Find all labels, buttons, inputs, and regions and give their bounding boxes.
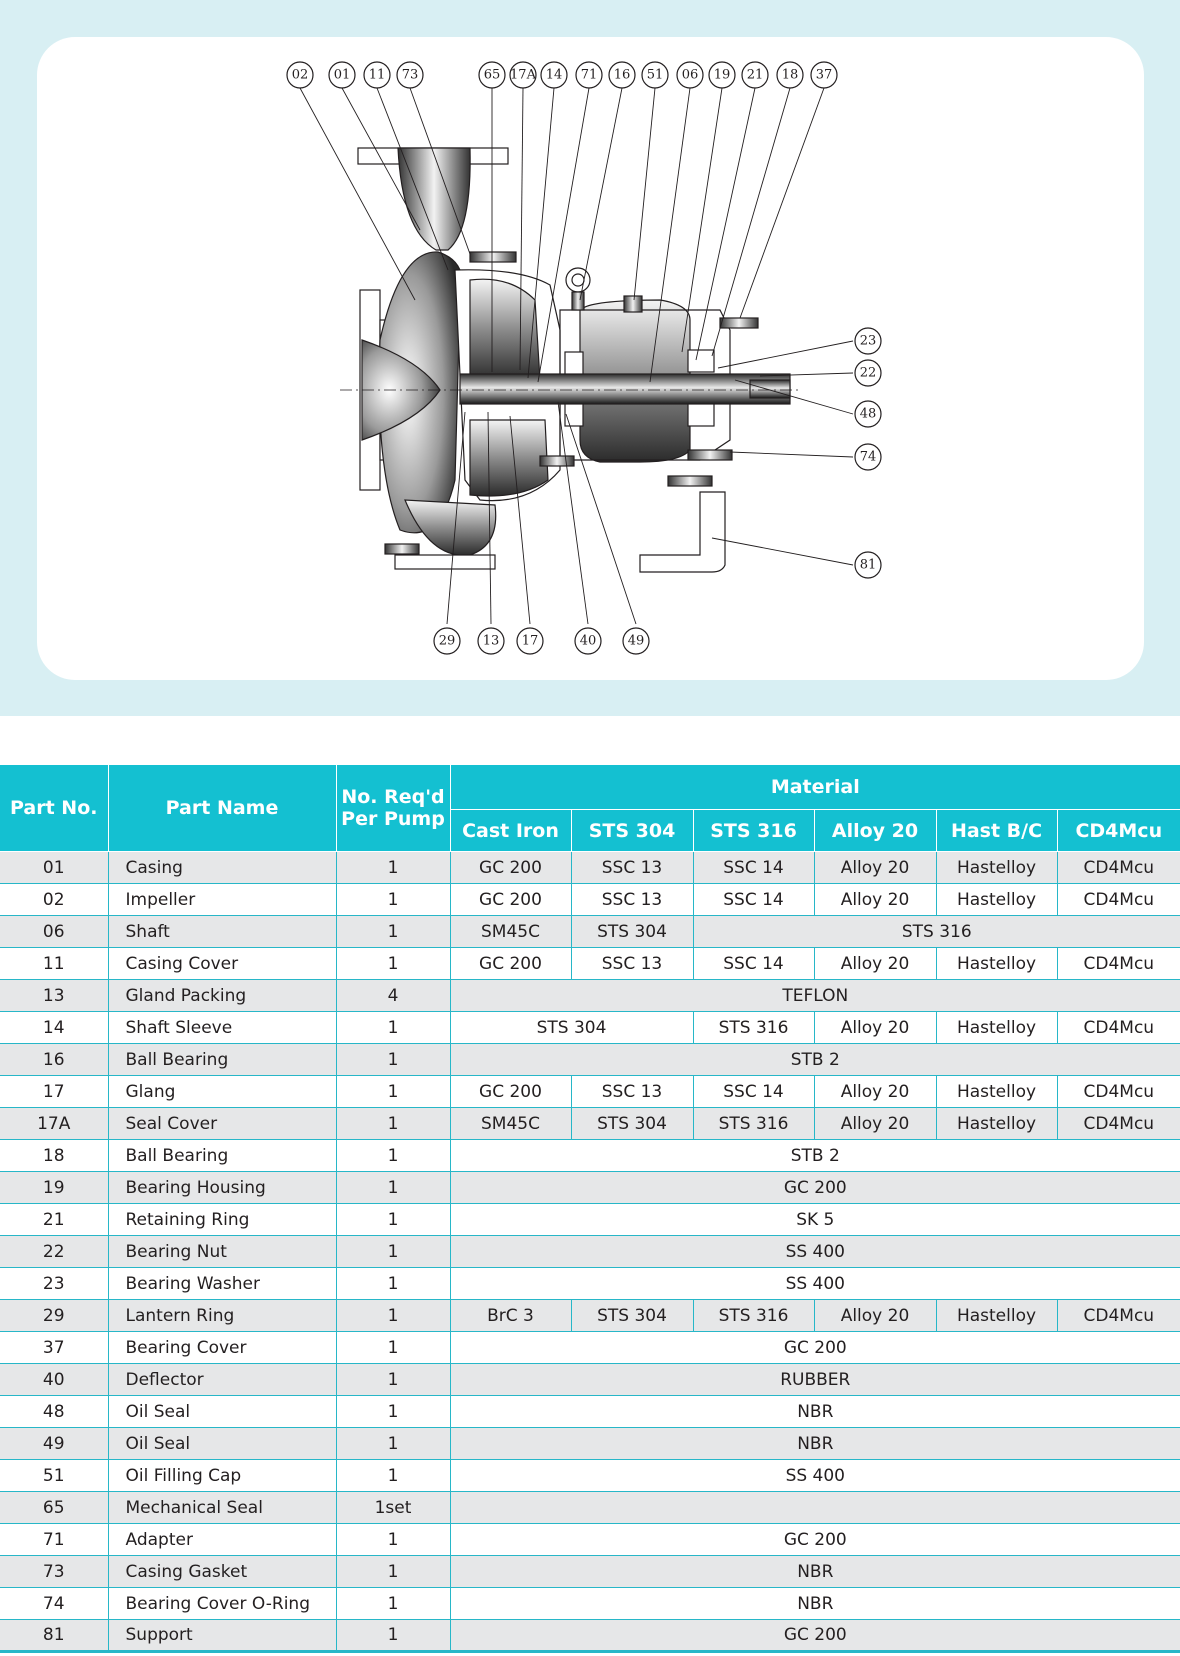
callout-label: 74 xyxy=(859,449,877,465)
part-no-cell: 65 xyxy=(0,1492,108,1524)
material-cell: Alloy 20 xyxy=(814,852,936,884)
material-cell: Alloy 20 xyxy=(814,884,936,916)
material-cell: STS 304 xyxy=(571,1108,693,1140)
part-name-cell: Ball Bearing xyxy=(108,1140,336,1172)
callout-top xyxy=(742,62,768,88)
material-cell: GC 200 xyxy=(450,1076,571,1108)
qty-cell: 1 xyxy=(336,1620,450,1652)
part-no-cell: 18 xyxy=(0,1140,108,1172)
qty-cell: 1 xyxy=(336,1364,450,1396)
part-name-cell: Oil Seal xyxy=(108,1428,336,1460)
part-name-cell: Bearing Cover xyxy=(108,1332,336,1364)
material-cell: Alloy 20 xyxy=(814,948,936,980)
table-row xyxy=(0,1620,1180,1652)
material-cell: STB 2 xyxy=(450,1140,1180,1172)
callout-label: 13 xyxy=(482,633,500,649)
material-cell: Alloy 20 xyxy=(814,1076,936,1108)
table-row xyxy=(0,1300,1180,1332)
callout-label: 02 xyxy=(291,67,309,83)
material-cell: BrC 3 xyxy=(450,1300,571,1332)
qty-cell: 1 xyxy=(336,1108,450,1140)
table-row xyxy=(0,884,1180,916)
callout-label: 22 xyxy=(859,365,877,381)
material-cell: Hastelloy xyxy=(936,948,1057,980)
part-name-cell: Casing Gasket xyxy=(108,1556,336,1588)
material-cell: Alloy 20 xyxy=(814,1300,936,1332)
part-name-cell: Support xyxy=(108,1620,336,1652)
material-cell: GC 200 xyxy=(450,852,571,884)
material-cell: SS 400 xyxy=(450,1460,1180,1492)
qty-cell: 1 xyxy=(336,1300,450,1332)
material-cell: SSC 14 xyxy=(693,948,814,980)
header-material-col: CD4Mcu xyxy=(1057,810,1180,852)
material-cell: GC 200 xyxy=(450,1172,1180,1204)
part-name-cell: Impeller xyxy=(108,884,336,916)
qty-cell: 1 xyxy=(336,852,450,884)
part-no-cell: 11 xyxy=(0,948,108,980)
qty-cell: 1 xyxy=(336,1044,450,1076)
part-name-cell: Retaining Ring xyxy=(108,1204,336,1236)
qty-cell: 1 xyxy=(336,1396,450,1428)
table-row xyxy=(0,948,1180,980)
table-row xyxy=(0,1012,1180,1044)
part-no-cell: 71 xyxy=(0,1524,108,1556)
table-row xyxy=(0,1172,1180,1204)
material-cell: SSC 13 xyxy=(571,884,693,916)
callout-bottom xyxy=(623,628,649,654)
header-qty-line2: Per Pump xyxy=(341,808,445,830)
material-cell: GC 200 xyxy=(450,884,571,916)
callout-top xyxy=(364,62,390,88)
part-no-cell: 37 xyxy=(0,1332,108,1364)
part-name-cell: Shaft Sleeve xyxy=(108,1012,336,1044)
part-no-cell: 81 xyxy=(0,1620,108,1652)
callout-top xyxy=(677,62,703,88)
header-material-col: STS 316 xyxy=(693,810,814,852)
callout-bottom xyxy=(434,628,460,654)
material-cell: STS 316 xyxy=(693,916,1180,948)
callout-label: 19 xyxy=(713,67,731,83)
callout-top xyxy=(397,62,423,88)
material-cell xyxy=(450,1492,1180,1524)
material-cell: CD4Mcu xyxy=(1057,884,1180,916)
header-material-col: STS 304 xyxy=(571,810,693,852)
material-cell: Hastelloy xyxy=(936,884,1057,916)
callout-top xyxy=(642,62,668,88)
qty-cell: 1 xyxy=(336,948,450,980)
table-row xyxy=(0,1396,1180,1428)
material-cell: CD4Mcu xyxy=(1057,1012,1180,1044)
part-no-cell: 74 xyxy=(0,1588,108,1620)
qty-cell: 1set xyxy=(336,1492,450,1524)
pump-sectional-drawing xyxy=(0,0,1180,716)
callout-label: 11 xyxy=(368,67,386,83)
material-cell: GC 200 xyxy=(450,1332,1180,1364)
part-no-cell: 73 xyxy=(0,1556,108,1588)
part-name-cell: Gland Packing xyxy=(108,980,336,1012)
part-no-cell: 17A xyxy=(0,1108,108,1140)
part-name-cell: Oil Filling Cap xyxy=(108,1460,336,1492)
part-no-cell: 51 xyxy=(0,1460,108,1492)
part-name-cell: Bearing Washer xyxy=(108,1268,336,1300)
material-cell: GC 200 xyxy=(450,948,571,980)
callout-label: 73 xyxy=(401,67,419,83)
part-no-cell: 49 xyxy=(0,1428,108,1460)
qty-cell: 1 xyxy=(336,1268,450,1300)
material-cell: CD4Mcu xyxy=(1057,1076,1180,1108)
part-no-cell: 06 xyxy=(0,916,108,948)
part-name-cell: Oil Seal xyxy=(108,1396,336,1428)
qty-cell: 1 xyxy=(336,884,450,916)
table-row xyxy=(0,1492,1180,1524)
material-cell: STB 2 xyxy=(450,1044,1180,1076)
material-cell: SSC 13 xyxy=(571,852,693,884)
part-name-cell: Casing Cover xyxy=(108,948,336,980)
part-name-cell: Shaft xyxy=(108,916,336,948)
callout-right xyxy=(855,360,881,386)
callout-label: 18 xyxy=(781,67,799,83)
part-name-cell: Seal Cover xyxy=(108,1108,336,1140)
header-material: Material xyxy=(450,765,1180,810)
material-cell: TEFLON xyxy=(450,980,1180,1012)
material-cell: NBR xyxy=(450,1428,1180,1460)
callout-bottom xyxy=(517,628,543,654)
callout-bottom xyxy=(478,628,504,654)
material-cell: SSC 13 xyxy=(571,948,693,980)
callout-label: 14 xyxy=(545,67,563,83)
table-row xyxy=(0,1588,1180,1620)
header-qty xyxy=(336,765,450,852)
qty-cell: 1 xyxy=(336,1076,450,1108)
callout-right xyxy=(855,552,881,578)
callout-label: 01 xyxy=(333,67,351,83)
callout-top xyxy=(709,62,735,88)
callout-label: 65 xyxy=(483,67,501,83)
table-row xyxy=(0,1236,1180,1268)
table-row xyxy=(0,1332,1180,1364)
callout-right xyxy=(855,444,881,470)
material-cell: STS 316 xyxy=(693,1012,814,1044)
material-cell: GC 200 xyxy=(450,1620,1180,1652)
qty-cell: 1 xyxy=(336,1012,450,1044)
callout-top xyxy=(811,62,837,88)
callout-top xyxy=(609,62,635,88)
header-material-col: Cast Iron xyxy=(450,810,571,852)
part-name-cell: Adapter xyxy=(108,1524,336,1556)
material-cell: STS 316 xyxy=(693,1300,814,1332)
table-row xyxy=(0,1108,1180,1140)
callout-top xyxy=(287,62,313,88)
qty-cell: 1 xyxy=(336,1140,450,1172)
callout-label: 49 xyxy=(627,633,645,649)
qty-cell: 1 xyxy=(336,1204,450,1236)
parts-material-table xyxy=(0,764,1180,1653)
qty-cell: 1 xyxy=(336,916,450,948)
table-row xyxy=(0,1044,1180,1076)
part-no-cell: 16 xyxy=(0,1044,108,1076)
qty-cell: 1 xyxy=(336,1588,450,1620)
header-material-col: Hast B/C xyxy=(936,810,1057,852)
qty-cell: 1 xyxy=(336,1332,450,1364)
part-name-cell: Deflector xyxy=(108,1364,336,1396)
material-cell: Alloy 20 xyxy=(814,1012,936,1044)
material-cell: SS 400 xyxy=(450,1268,1180,1300)
callout-top xyxy=(479,62,505,88)
material-cell: SSC 14 xyxy=(693,852,814,884)
part-name-cell: Bearing Nut xyxy=(108,1236,336,1268)
material-cell: Hastelloy xyxy=(936,1300,1057,1332)
material-cell: Hastelloy xyxy=(936,1012,1057,1044)
callout-label: 21 xyxy=(746,67,764,83)
callout-bottom xyxy=(575,628,601,654)
table-row xyxy=(0,1428,1180,1460)
material-cell: STS 304 xyxy=(450,1012,693,1044)
table-row xyxy=(0,1076,1180,1108)
part-name-cell: Mechanical Seal xyxy=(108,1492,336,1524)
part-no-cell: 17 xyxy=(0,1076,108,1108)
callout-label: 16 xyxy=(613,67,631,83)
material-cell: CD4Mcu xyxy=(1057,1108,1180,1140)
qty-cell: 1 xyxy=(336,1236,450,1268)
header-part-name: Part Name xyxy=(108,765,336,852)
callout-label: 23 xyxy=(859,333,877,349)
table-row xyxy=(0,1556,1180,1588)
part-no-cell: 23 xyxy=(0,1268,108,1300)
material-cell: Hastelloy xyxy=(936,1076,1057,1108)
part-no-cell: 48 xyxy=(0,1396,108,1428)
qty-cell: 1 xyxy=(336,1556,450,1588)
material-cell: NBR xyxy=(450,1556,1180,1588)
qty-cell: 1 xyxy=(336,1172,450,1204)
material-cell: Hastelloy xyxy=(936,852,1057,884)
part-no-cell: 21 xyxy=(0,1204,108,1236)
header-qty-line1: No. Req'd xyxy=(341,786,445,808)
table-row xyxy=(0,916,1180,948)
callout-label: 81 xyxy=(859,557,877,573)
part-name-cell: Ball Bearing xyxy=(108,1044,336,1076)
part-no-cell: 13 xyxy=(0,980,108,1012)
material-cell: STS 316 xyxy=(693,1108,814,1140)
part-name-cell: Casing xyxy=(108,852,336,884)
part-no-cell: 19 xyxy=(0,1172,108,1204)
callout-label: 37 xyxy=(815,67,833,83)
material-cell: STS 304 xyxy=(571,916,693,948)
header-material-col: Alloy 20 xyxy=(814,810,936,852)
callout-label: 48 xyxy=(859,406,877,422)
material-cell: SSC 14 xyxy=(693,1076,814,1108)
material-cell: RUBBER xyxy=(450,1364,1180,1396)
material-cell: SS 400 xyxy=(450,1236,1180,1268)
callout-top xyxy=(329,62,355,88)
material-cell: CD4Mcu xyxy=(1057,948,1180,980)
material-cell: SSC 13 xyxy=(571,1076,693,1108)
part-no-cell: 22 xyxy=(0,1236,108,1268)
material-cell: NBR xyxy=(450,1588,1180,1620)
part-no-cell: 02 xyxy=(0,884,108,916)
table-row xyxy=(0,1364,1180,1396)
callout-label: 40 xyxy=(579,633,597,649)
material-cell: SM45C xyxy=(450,1108,571,1140)
callout-top xyxy=(777,62,803,88)
callout-top xyxy=(541,62,567,88)
callout-label: 29 xyxy=(438,633,456,649)
material-cell: SM45C xyxy=(450,916,571,948)
table-header-row xyxy=(0,765,1180,810)
part-name-cell: Bearing Housing xyxy=(108,1172,336,1204)
part-no-cell: 14 xyxy=(0,1012,108,1044)
table-row xyxy=(0,1524,1180,1556)
qty-cell: 1 xyxy=(336,1428,450,1460)
table-row xyxy=(0,1268,1180,1300)
callout-label: 17A xyxy=(510,67,536,83)
part-name-cell: Bearing Cover O-Ring xyxy=(108,1588,336,1620)
callout-right xyxy=(855,328,881,354)
part-no-cell: 01 xyxy=(0,852,108,884)
material-cell: CD4Mcu xyxy=(1057,852,1180,884)
material-cell: SK 5 xyxy=(450,1204,1180,1236)
part-no-cell: 29 xyxy=(0,1300,108,1332)
qty-cell: 4 xyxy=(336,980,450,1012)
qty-cell: 1 xyxy=(336,1460,450,1492)
material-cell: NBR xyxy=(450,1396,1180,1428)
material-cell: STS 304 xyxy=(571,1300,693,1332)
callout-label: 51 xyxy=(646,67,664,83)
table-row xyxy=(0,1460,1180,1492)
material-cell: Alloy 20 xyxy=(814,1108,936,1140)
table-row xyxy=(0,1204,1180,1236)
callout-label: 71 xyxy=(580,67,598,83)
material-cell: SSC 14 xyxy=(693,884,814,916)
callout-label: 17 xyxy=(521,633,539,649)
callout-label: 06 xyxy=(681,67,699,83)
callout-top xyxy=(576,62,602,88)
part-name-cell: Lantern Ring xyxy=(108,1300,336,1332)
table-row xyxy=(0,980,1180,1012)
qty-cell: 1 xyxy=(336,1524,450,1556)
material-cell: CD4Mcu xyxy=(1057,1300,1180,1332)
pump-body xyxy=(340,148,800,572)
table-row xyxy=(0,1140,1180,1172)
part-no-cell: 40 xyxy=(0,1364,108,1396)
callout-top xyxy=(510,62,537,88)
header-part-no: Part No. xyxy=(0,765,108,852)
table-row xyxy=(0,852,1180,884)
material-cell: Hastelloy xyxy=(936,1108,1057,1140)
material-cell: GC 200 xyxy=(450,1524,1180,1556)
part-name-cell: Glang xyxy=(108,1076,336,1108)
parts-table-body xyxy=(0,852,1180,1652)
callout-right xyxy=(855,401,881,427)
